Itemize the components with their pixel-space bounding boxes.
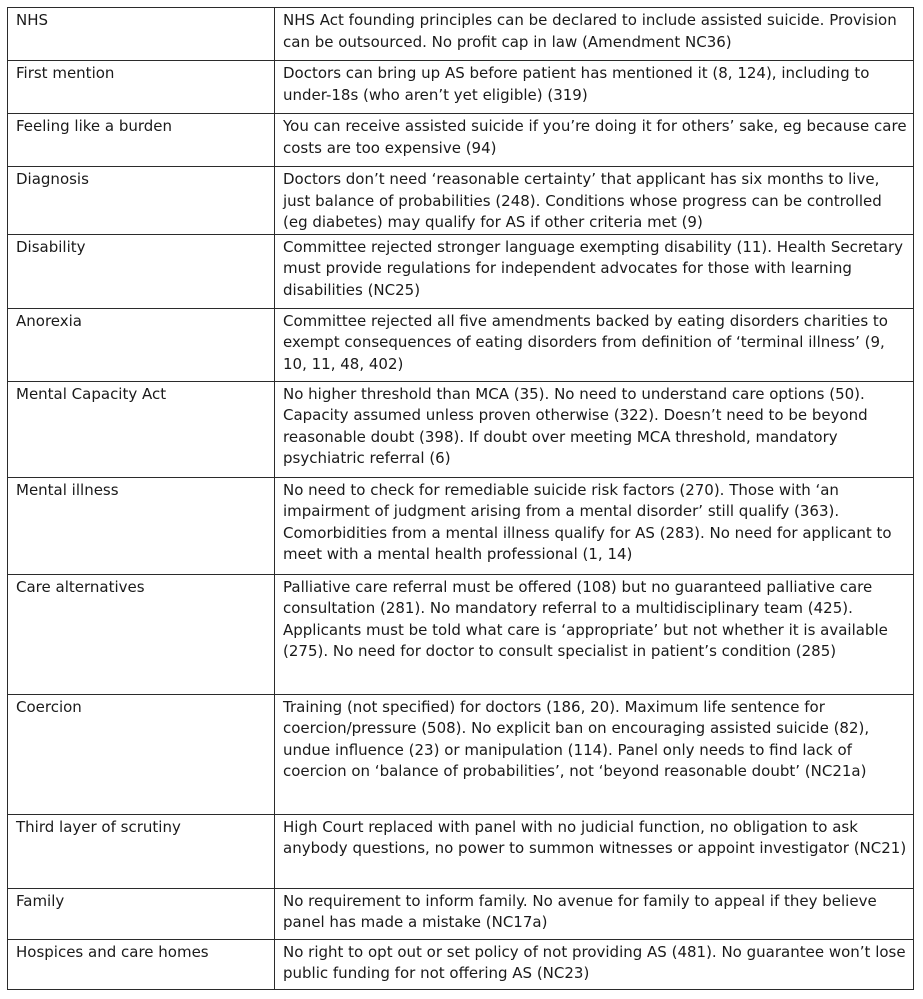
- table-row: [8, 694, 914, 814]
- row-detail: Training (not specified) for doctors (186, 20). Maximum life sentence for coercion/pressure (508). No explicit ban on encouraging assisted suicide (82), undue influence (23) or manipulation (114). Panel only needs to find lack of coercion on ‘balance of probabilities’, not ‘beyond reasonable doubt’ (NC21a): [275, 694, 914, 814]
- row-detail: Palliative care referral must be offered (108) but no guaranteed palliative care consultation (281). No mandatory referral to a multidisciplinary team (425). Applicants must be told what care is ‘appropriate’ but not whether it is available (275). No need for doctor to consult specialist in patient’s condition (285): [275, 574, 914, 694]
- row-detail: No higher threshold than MCA (35). No need to understand care options (50). Capacity assumed unless proven otherwise (322). Doesn’t need to be beyond reasonable doubt (398). If doubt over meeting MCA threshold, mandatory psychiatric referral (6): [275, 381, 914, 477]
- row-topic: Coercion: [8, 694, 275, 814]
- row-detail: Committee rejected stronger language exempting disability (11). Health Secretary must provide regulations for independent advocates for those with learning disabilities (NC25): [275, 234, 914, 308]
- row-topic: Third layer of scrutiny: [8, 814, 275, 888]
- row-detail: No need to check for remediable suicide risk factors (270). Those with ‘an impairment of judgment arising from a mental disorder’ still qualify (363). Comorbidities from a mental illness qualify for AS (283). No need for applicant to meet with a mental health professional (1, 14): [275, 477, 914, 574]
- table-row: [8, 888, 914, 939]
- table-row: [8, 114, 914, 167]
- row-topic: Disability: [8, 234, 275, 308]
- row-detail: Doctors don’t need ‘reasonable certainty’ that applicant has six months to live, just balance of probabilities (248). Conditions whose progress can be controlled (eg diabetes) may qualify for AS if other criteria met (9): [275, 167, 914, 235]
- row-detail: Doctors can bring up AS before patient has mentioned it (8, 124), including to under-18s (who aren’t yet eligible) (319): [275, 61, 914, 114]
- row-detail: NHS Act founding principles can be declared to include assisted suicide. Provision can be outsourced. No profit cap in law (Amendment NC36): [275, 8, 914, 61]
- row-topic: Feeling like a burden: [8, 114, 275, 167]
- row-topic: Mental Capacity Act: [8, 381, 275, 477]
- row-detail: No requirement to inform family. No avenue for family to appeal if they believe panel has made a mistake (NC17a): [275, 888, 914, 939]
- table-row: [8, 939, 914, 989]
- table-row: [8, 167, 914, 235]
- row-topic: Hospices and care homes: [8, 939, 275, 989]
- table-row: [8, 477, 914, 574]
- provisions-table: [7, 7, 914, 990]
- table-row: [8, 8, 914, 61]
- table-row: [8, 574, 914, 694]
- row-topic: Anorexia: [8, 308, 275, 381]
- row-detail: No right to opt out or set policy of not providing AS (481). No guarantee won’t lose public funding for not offering AS (NC23): [275, 939, 914, 989]
- table-row: [8, 61, 914, 114]
- table-row: [8, 234, 914, 308]
- row-detail: You can receive assisted suicide if you’re doing it for others’ sake, eg because care costs are too expensive (94): [275, 114, 914, 167]
- row-topic: First mention: [8, 61, 275, 114]
- row-topic: Diagnosis: [8, 167, 275, 235]
- row-detail: Committee rejected all five amendments backed by eating disorders charities to exempt consequences of eating disorders from definition of ‘terminal illness’ (9, 10, 11, 48, 402): [275, 308, 914, 381]
- table-row: [8, 381, 914, 477]
- row-topic: Mental illness: [8, 477, 275, 574]
- document-page: [7, 7, 914, 990]
- table-row: [8, 308, 914, 381]
- table-row: [8, 814, 914, 888]
- row-topic: Family: [8, 888, 275, 939]
- row-topic: NHS: [8, 8, 275, 61]
- row-topic: Care alternatives: [8, 574, 275, 694]
- row-detail: High Court replaced with panel with no judicial function, no obligation to ask anybody questions, no power to summon witnesses or appoint investigator (NC21): [275, 814, 914, 888]
